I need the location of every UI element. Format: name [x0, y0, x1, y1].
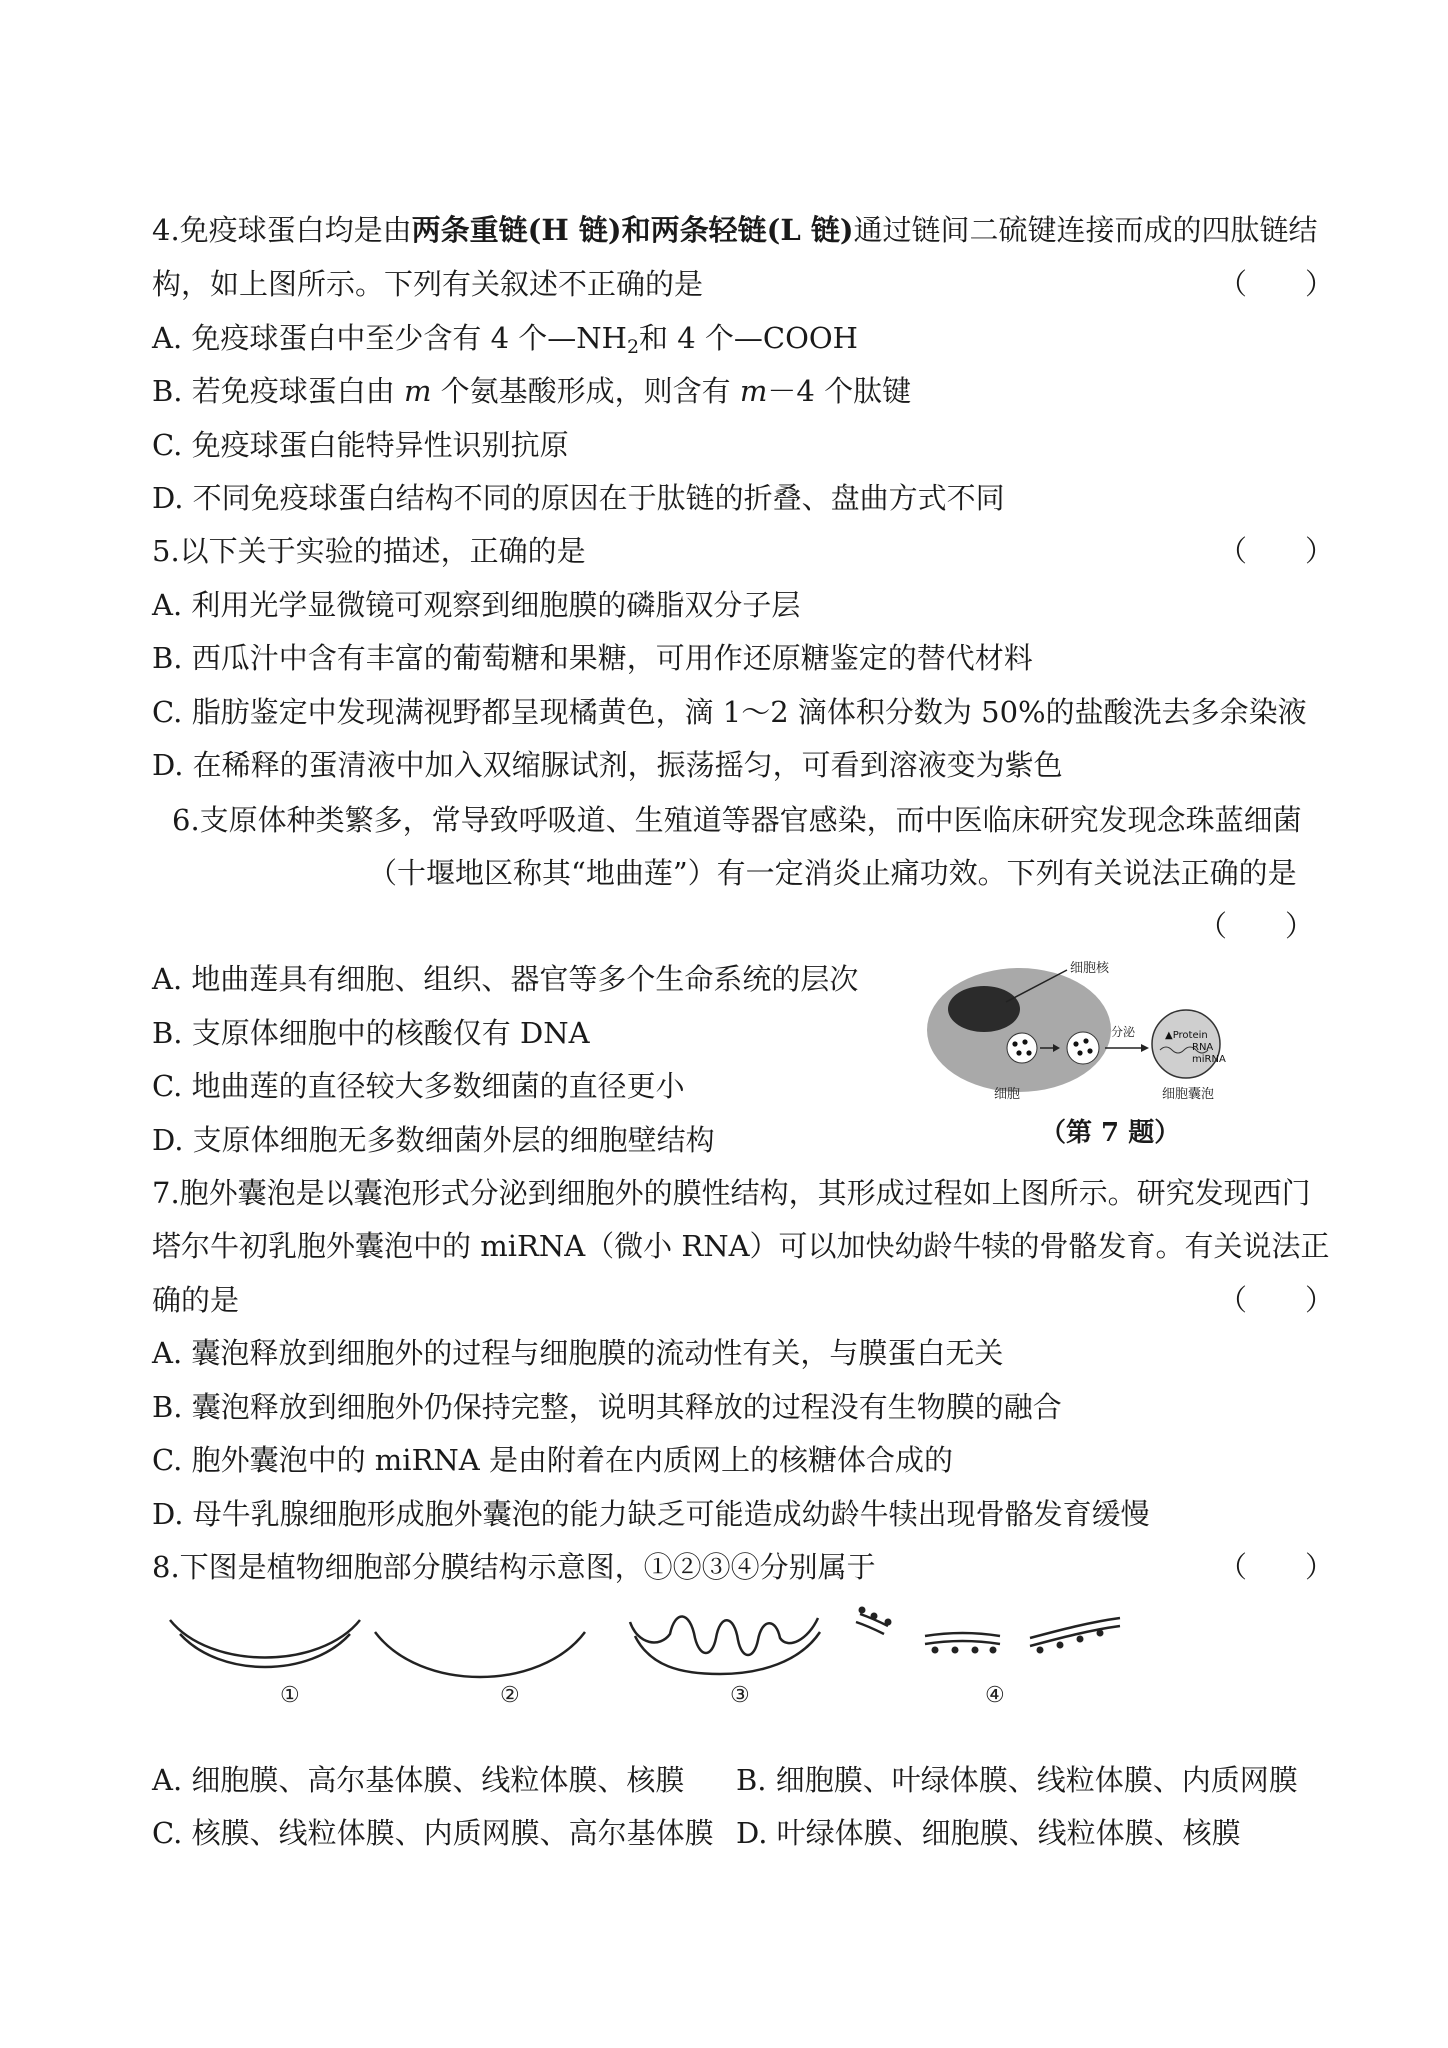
q4-stem-line1: 4.免疫球蛋白均是由两条重链(H 链)和两条轻链(L 链)通过链间二硫键连接而成的四肽链结 [152, 213, 1318, 247]
membrane-1-double-smooth [170, 1620, 360, 1667]
q7-stem-line1: 7.胞外囊泡是以囊泡形式分泌到细胞外的膜性结构，其形成过程如上图所示。研究发现西门 [152, 1176, 1311, 1210]
cell-body [927, 968, 1111, 1092]
rna-label: RNA [1192, 1042, 1214, 1053]
membrane-label-2: ② [500, 1683, 520, 1708]
q8-stem: 8.下图是植物细胞部分膜结构示意图，①②③④分别属于 [152, 1550, 876, 1584]
vesicle-label: 细胞囊泡 [1162, 1087, 1215, 1102]
q8-option-a: A. 细胞膜、高尔基体膜、线粒体膜、核膜 [152, 1763, 685, 1797]
q8-option-d: D. 叶绿体膜、细胞膜、线粒体膜、核膜 [736, 1816, 1241, 1850]
fusing-vesicle [1067, 1032, 1099, 1064]
q6-stem-line2: （十堰地区称其“地曲莲”）有一定消炎止痛功效。下列有关说法正确的是 [368, 856, 1297, 890]
q4-stem-line2: 构，如上图所示。下列有关叙述不正确的是 [152, 267, 704, 301]
q6-option-c: C. 地曲莲的直径较大多数细菌的直径更小 [152, 1069, 685, 1103]
q7-option-c: C. 胞外囊泡中的 miRNA 是由附着在内质网上的核糖体合成的 [152, 1443, 953, 1477]
q5-option-a: A. 利用光学显微镜可观察到细胞膜的磷脂双分子层 [152, 588, 801, 622]
q7-option-b: B. 囊泡释放到细胞外仍保持完整，说明其释放的过程没有生物膜的融合 [152, 1390, 1062, 1424]
q4-option-c: C. 免疫球蛋白能特异性识别抗原 [152, 428, 569, 462]
mirna-label: miRNA [1192, 1054, 1226, 1065]
q5-option-b: B. 西瓜汁中含有丰富的葡萄糖和果糖，可用作还原糖鉴定的替代材料 [152, 641, 1033, 675]
q7-answer-paren: （ ） [1218, 1283, 1335, 1317]
membrane-3-cristae [630, 1616, 820, 1674]
q8-answer-paren: （ ） [1218, 1550, 1335, 1584]
q6-option-b: B. 支原体细胞中的核酸仅有 DNA [152, 1016, 590, 1050]
q8-option-b: B. 细胞膜、叶绿体膜、线粒体膜、内质网膜 [736, 1763, 1298, 1797]
q4-option-a: A. 免疫球蛋白中至少含有 4 个$—NH_2$和 4 个—COOH [152, 321, 858, 358]
q4-option-b: B. 若免疫球蛋白由 m 个氨基酸形成，则含有 m－4 个肽键 [152, 374, 912, 408]
membrane-4-er-with-ribosomes [856, 1607, 1120, 1654]
secrete-label: 分泌 [1111, 1025, 1136, 1039]
q5-stem: 5.以下关于实验的描述，正确的是 [152, 534, 586, 568]
q7-stem-line3: 确的是 [152, 1283, 240, 1317]
q7-option-a: A. 囊泡释放到细胞外的过程与细胞膜的流动性有关，与膜蛋白无关 [152, 1336, 1004, 1370]
fig7-caption: （第 7 题） [1040, 1118, 1181, 1148]
cell-label: 细胞 [994, 1087, 1021, 1102]
nucleus [948, 986, 1020, 1032]
q5-option-c: C. 脂肪鉴定中发现满视野都呈现橘黄色，滴 1～2 滴体积分数为 50%的盐酸洗去多余染液 [152, 695, 1307, 729]
q4-answer-paren: （ ） [1218, 267, 1335, 301]
q6-answer-paren: （ ） [1198, 909, 1315, 943]
membrane-figure [160, 1600, 1150, 1720]
q5-option-d: D. 在稀释的蛋清液中加入双缩脲试剂，振荡摇匀，可看到溶液变为紫色 [152, 748, 1063, 782]
q4-option-d: D. 不同免疫球蛋白结构不同的原因在于肽链的折叠、盘曲方式不同 [152, 481, 1005, 515]
membrane-label-1: ① [280, 1683, 300, 1708]
membrane-label-4: ④ [985, 1683, 1005, 1708]
q6-stem-line1: 6.支原体种类繁多，常导致呼吸道、生殖道等器官感染，而中医临床研究发现念珠蓝细菌 [172, 803, 1302, 837]
q6-option-a: A. 地曲莲具有细胞、组织、器官等多个生命系统的层次 [152, 962, 859, 996]
q6-option-d: D. 支原体细胞无多数细菌外层的细胞壁结构 [152, 1123, 715, 1157]
nucleus-label: 细胞核 [1070, 961, 1110, 976]
q5-answer-paren: （ ） [1218, 534, 1335, 568]
vesicle-figure [924, 952, 1264, 1102]
membrane-label-3: ③ [730, 1683, 750, 1708]
q8-option-c: C. 核膜、线粒体膜、内质网膜、高尔基体膜 [152, 1816, 714, 1850]
q7-stem-line2: 塔尔牛初乳胞外囊泡中的 miRNA（微小 RNA）可以加快幼龄牛犊的骨骼发育。有关说法正 [152, 1229, 1330, 1263]
membrane-2-single [375, 1632, 585, 1677]
endosome [1007, 1033, 1037, 1063]
protein-label: ▲Protein [1165, 1030, 1208, 1041]
q7-option-d: D. 母牛乳腺细胞形成胞外囊泡的能力缺乏可能造成幼龄牛犊出现骨骼发育缓慢 [152, 1497, 1150, 1531]
